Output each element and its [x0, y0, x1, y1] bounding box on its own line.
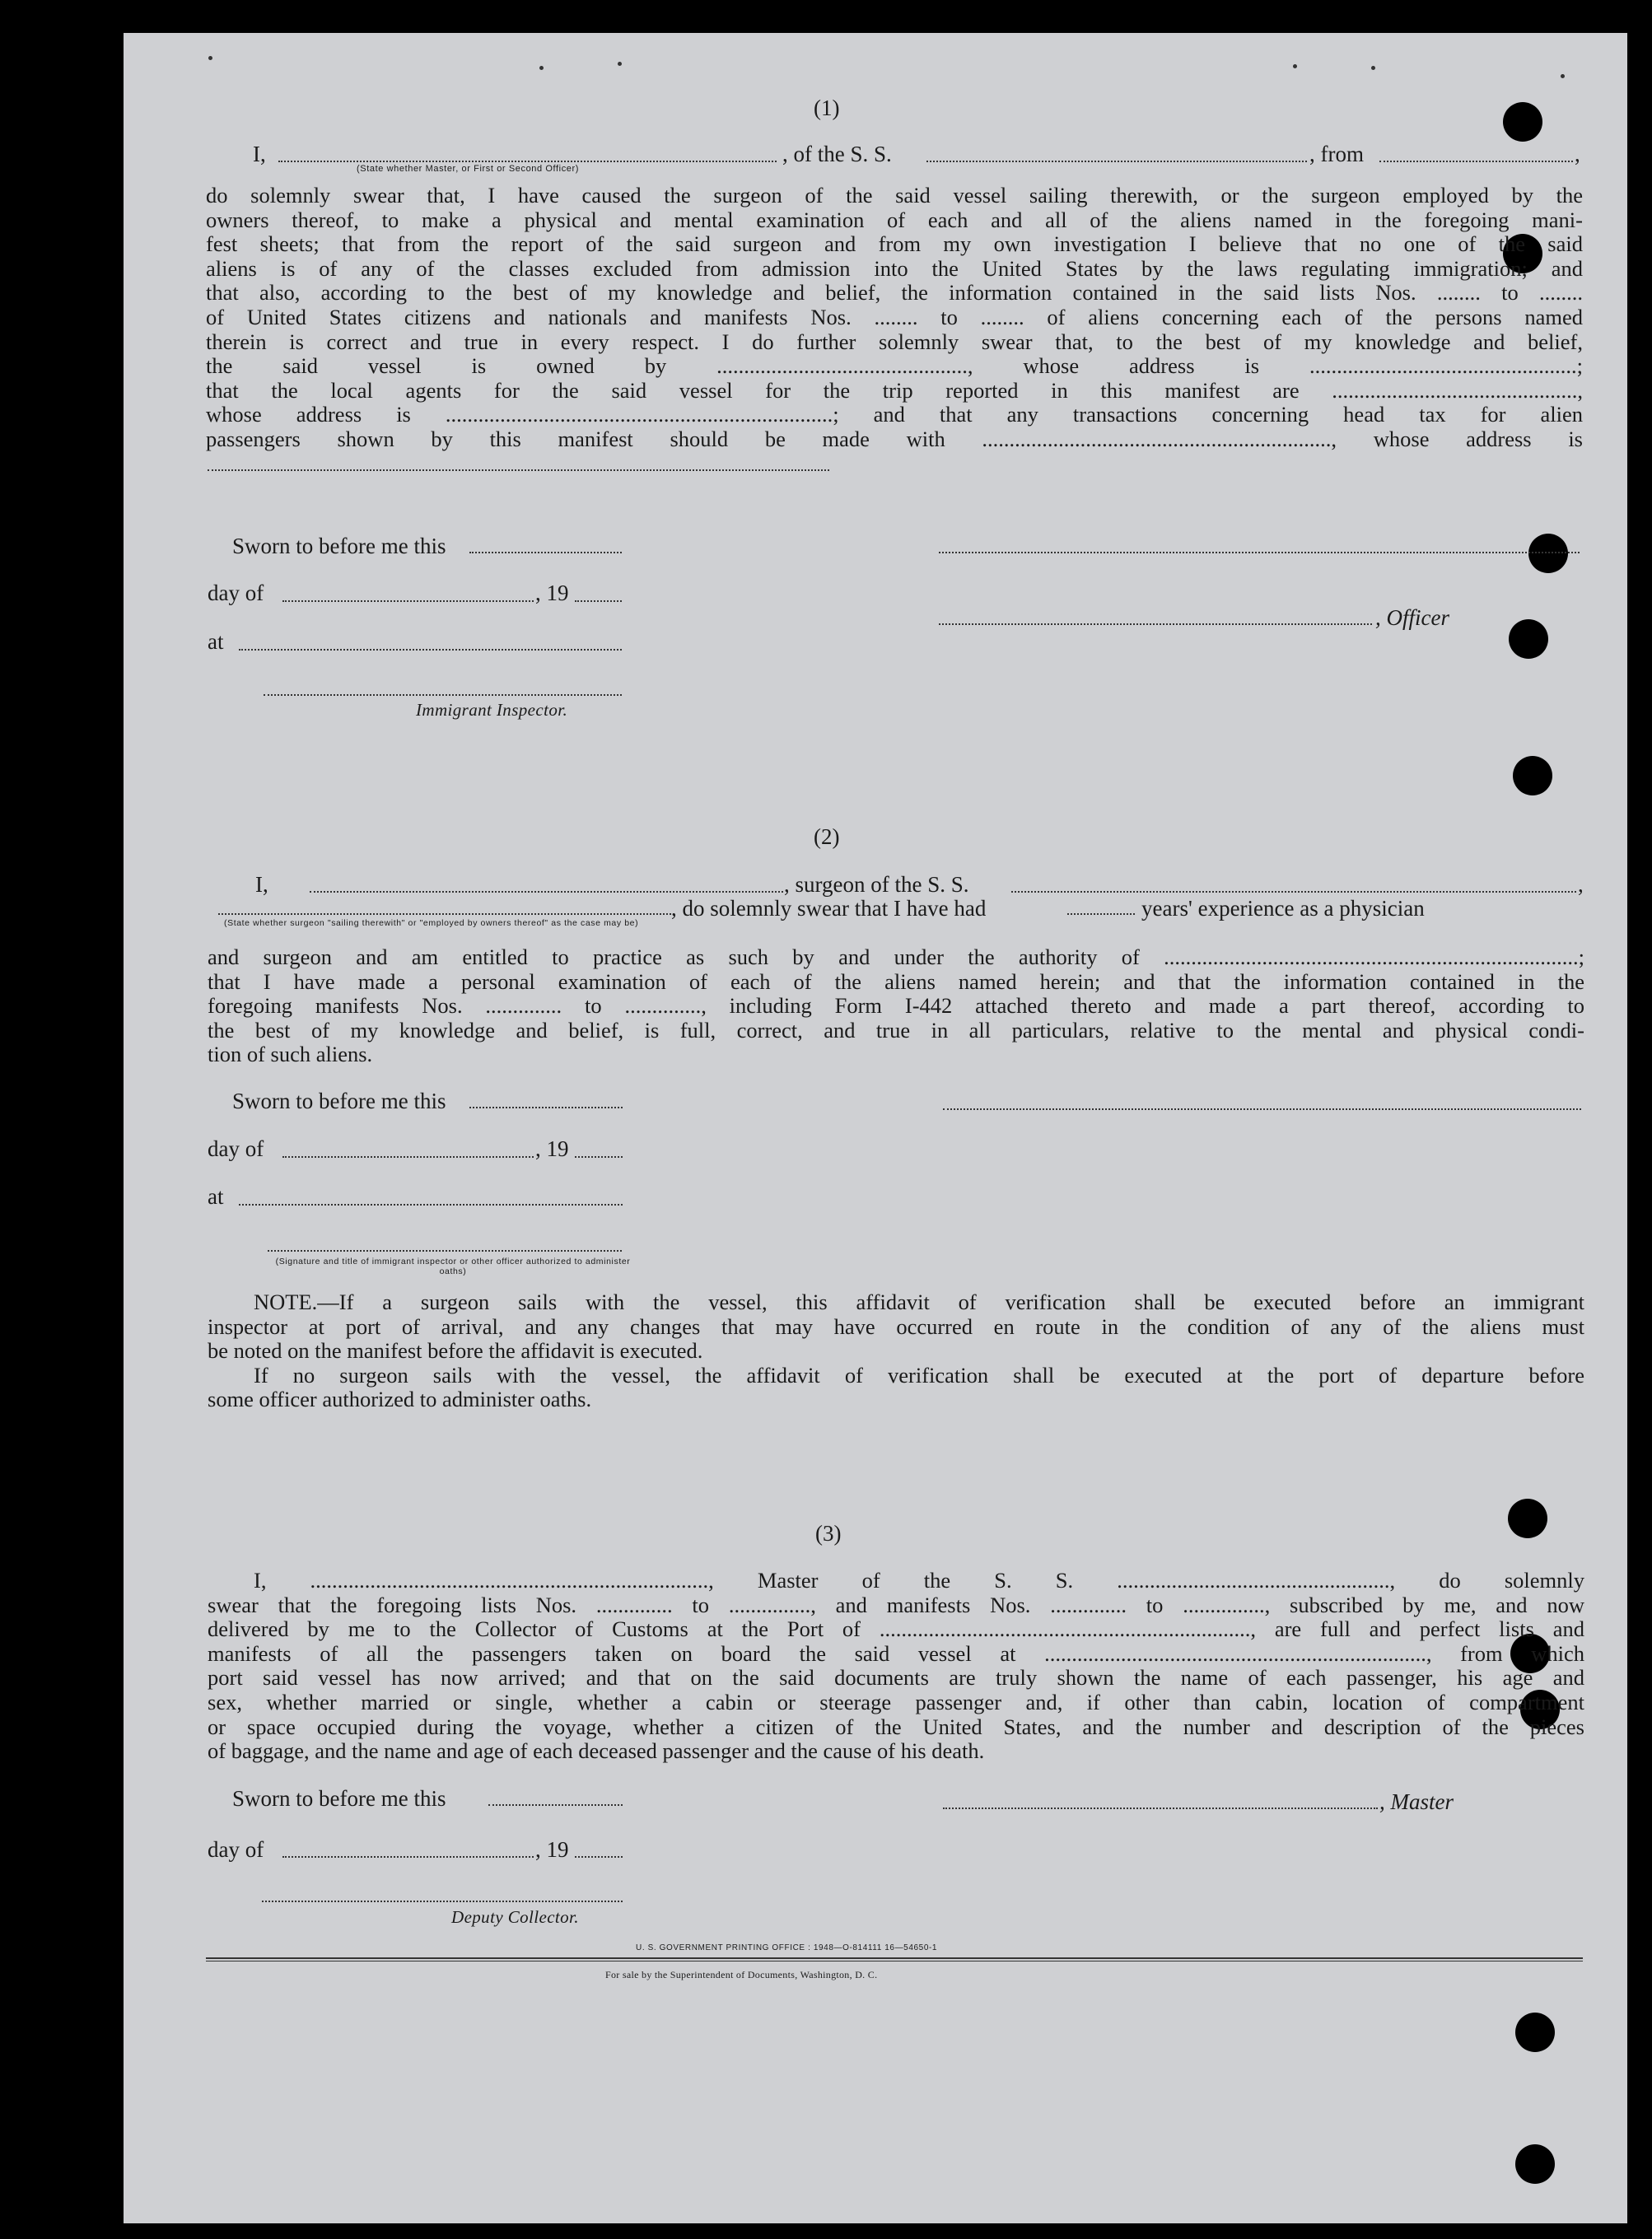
body-line: I, ........................................................................., Master of the S. S. .................................................., do solemnly	[254, 1569, 1584, 1593]
body-line: of United States citizens and nationals and manifests Nos. ........ to ........ of aliens concerning each of the persons named	[206, 305, 1583, 329]
note-line: inspector at port of arrival, and any changes that may have occurred en route in the condition of any of the aliens must	[208, 1314, 1584, 1339]
signature-note: (Signature and title of immigrant inspector or other officer authorized to administer oaths)	[275, 1257, 631, 1276]
section3-body	[208, 1569, 1584, 1764]
body-line: or space occupied during the voyage, whether a citizen of the United States, and the number and description of the pieces	[208, 1714, 1584, 1739]
deputy-signature-field[interactable]	[262, 1901, 623, 1902]
vessel-name-field[interactable]	[926, 161, 1307, 162]
body-line: fest sheets; that from the report of the said surgeon and from my own investigation I believe that no one of the said	[206, 232, 1583, 257]
scan-speck	[1561, 74, 1565, 78]
scan-speck	[539, 66, 544, 70]
surgeon-name-field[interactable]	[310, 891, 783, 893]
gpo-imprint: U. S. GOVERNMENT PRINTING OFFICE : 1948—O-814111 16—54650-1	[636, 1943, 938, 1952]
at-label: at	[208, 629, 224, 654]
scan-speck	[618, 62, 622, 66]
officer-name-field[interactable]	[278, 161, 777, 162]
section1-number: (1)	[814, 96, 840, 120]
master-signature-field[interactable]	[943, 1808, 1378, 1809]
of-the-ss: , of the S. S.	[782, 142, 892, 166]
day-of-field[interactable]	[282, 600, 534, 602]
footer-rule	[206, 1957, 1583, 1959]
at-label: at	[208, 1184, 224, 1209]
body-line: tion of such aliens.	[208, 1043, 373, 1067]
sworn-label: Sworn to before me this	[232, 534, 446, 558]
year-field[interactable]	[575, 600, 622, 602]
year-field[interactable]	[575, 1856, 623, 1858]
surgeon-vessel-field[interactable]	[1011, 891, 1576, 893]
day-of-label: day of	[208, 1837, 264, 1862]
section3-number: (3)	[815, 1521, 842, 1546]
body-line: do solemnly swear that, I have caused the surgeon of the said vessel sailing therewith, or the surgeon employed by the	[206, 184, 1583, 208]
comma: ,	[1575, 142, 1580, 166]
at-field[interactable]	[239, 649, 622, 651]
note-line: be noted on the manifest before the affidavit is executed.	[208, 1339, 703, 1364]
body-line: and surgeon and am entitled to practice as such by and under the authority of ............................................................................;	[208, 945, 1584, 969]
scan-speck	[1371, 66, 1375, 70]
year-label: , 19	[535, 1837, 569, 1862]
body-line: that I have made a personal examination of each of the aliens named herein; and that the information contained in the	[208, 969, 1584, 994]
officer-signature-field-1[interactable]	[939, 552, 1580, 553]
year-field[interactable]	[575, 1156, 623, 1158]
note-line: If no surgeon sails with the vessel, the affidavit of verification shall be executed at the port of departure before	[254, 1363, 1584, 1388]
officer-signature-field-2[interactable]	[939, 623, 1372, 625]
surgeon-note: (State whether surgeon "sailing therewith" or "employed by owners thereof" as the case may be)	[224, 918, 639, 928]
body-line: passengers shown by this manifest should be made with ................................................................, whose address is	[206, 427, 1583, 451]
punch-hole	[1513, 756, 1552, 795]
note-block	[208, 1290, 1584, 1412]
address-continuation-field[interactable]	[208, 469, 829, 471]
body-line: the said vessel is owned by .............................................., whose address is .................................................;	[206, 354, 1583, 379]
deputy-label: Deputy Collector.	[451, 1907, 579, 1927]
sworn-date-field[interactable]	[469, 1107, 623, 1108]
note-line: NOTE.—If a surgeon sails with the vessel, this affidavit of verification shall be executed before an immigrant	[254, 1290, 1584, 1314]
body-line: aliens is of any of the classes excluded from admission into the United States by the laws regulating immigration; and	[206, 256, 1583, 281]
body-line: manifests of all the passengers taken on board the said vessel at ......................................................................, from which	[208, 1641, 1584, 1666]
body-line: delivered by me to the Collector of Customs at the Port of ...................................................................., are full and perfect lists and	[208, 1617, 1584, 1642]
body-line: owners thereof, to make a physical and mental examination of each and all of the aliens named in the foregoing mani-	[206, 208, 1583, 232]
punch-hole	[1515, 2144, 1555, 2184]
years-text: years' experience as a physician	[1141, 896, 1425, 921]
punch-hole	[1509, 619, 1548, 659]
year-label: , 19	[535, 581, 569, 605]
oath-i: I,	[253, 142, 266, 166]
body-line: that also, according to the best of my knowledge and belief, the information contained in the said lists Nos. ........ to ........	[206, 281, 1583, 306]
surgeon-signature-field[interactable]	[943, 1108, 1581, 1110]
note-line: some officer authorized to administer oaths.	[208, 1388, 592, 1412]
from-port-field[interactable]	[1379, 161, 1573, 162]
day-of-label: day of	[208, 581, 264, 605]
surgeon-i: I,	[255, 872, 268, 897]
master-label: , Master	[1379, 1789, 1454, 1814]
body-line: therein is correct and true in every respect. I do further solemnly swear that, to the best of my knowledge and belief,	[206, 329, 1583, 354]
body-line: of baggage, and the name and age of each deceased passenger and the cause of his death.	[208, 1739, 985, 1764]
punch-hole	[1528, 534, 1568, 573]
surgeon-of-ss: , surgeon of the S. S.	[784, 872, 969, 897]
sworn-label: Sworn to before me this	[232, 1786, 446, 1811]
surgeon-capacity-field[interactable]	[218, 913, 671, 915]
years-field[interactable]	[1067, 913, 1135, 915]
inspector-signature-field[interactable]	[264, 694, 622, 696]
section2-number: (2)	[814, 824, 840, 849]
body-line: the best of my knowledge and belief, is full, correct, and true in all particulars, relative to the mental and physical condi-	[208, 1018, 1584, 1043]
punch-hole	[1503, 102, 1542, 142]
officer-note: (State whether Master, or First or Second Officer)	[357, 164, 580, 174]
at-field[interactable]	[239, 1204, 623, 1206]
sworn-label: Sworn to before me this	[232, 1089, 446, 1113]
body-line: whose address is .......................................................................; and that any transactions concerning head tax for alien	[206, 403, 1583, 427]
scan-speck	[208, 56, 212, 60]
form-page	[124, 33, 1627, 2223]
day-of-field[interactable]	[282, 1156, 534, 1158]
sworn-date-field[interactable]	[469, 552, 622, 553]
punch-hole	[1515, 2013, 1555, 2052]
from-label: , from	[1309, 142, 1364, 166]
section2-body	[208, 945, 1584, 1067]
body-line: swear that the foregoing lists Nos. .............. to ..............., and manifests Nos. .............. to ..............., subscribed by me, and now	[208, 1593, 1584, 1617]
body-line: that the local agents for the said vessel for the trip reported in this manifest are .............................................,	[206, 378, 1583, 403]
inspector-label: Immigrant Inspector.	[416, 700, 568, 720]
body-line: port said vessel has now arrived; and that on the said documents are truly shown the name of each passenger, his age and	[208, 1666, 1584, 1691]
swear-text: , do solemnly swear that I have had	[671, 896, 987, 921]
sale-notice: For sale by the Superintendent of Documents, Washington, D. C.	[605, 1969, 878, 1980]
day-of-label: day of	[208, 1136, 264, 1161]
scan-speck	[1293, 64, 1297, 68]
punch-hole	[1508, 1499, 1547, 1538]
section1-body	[206, 184, 1583, 452]
sworn-date-field[interactable]	[488, 1804, 623, 1806]
body-line: sex, whether married or single, whether a cabin or steerage passenger and, if other than cabin, location of compartment	[208, 1690, 1584, 1714]
year-label: , 19	[535, 1136, 569, 1161]
authorized-officer-field[interactable]	[268, 1250, 622, 1252]
comma: ,	[1578, 872, 1584, 897]
body-line: foregoing manifests Nos. .............. to .............., including Form I-442 attached thereto and made a part thereof, according to	[208, 994, 1584, 1019]
day-of-field[interactable]	[282, 1856, 534, 1858]
officer-label: , Officer	[1375, 605, 1449, 630]
